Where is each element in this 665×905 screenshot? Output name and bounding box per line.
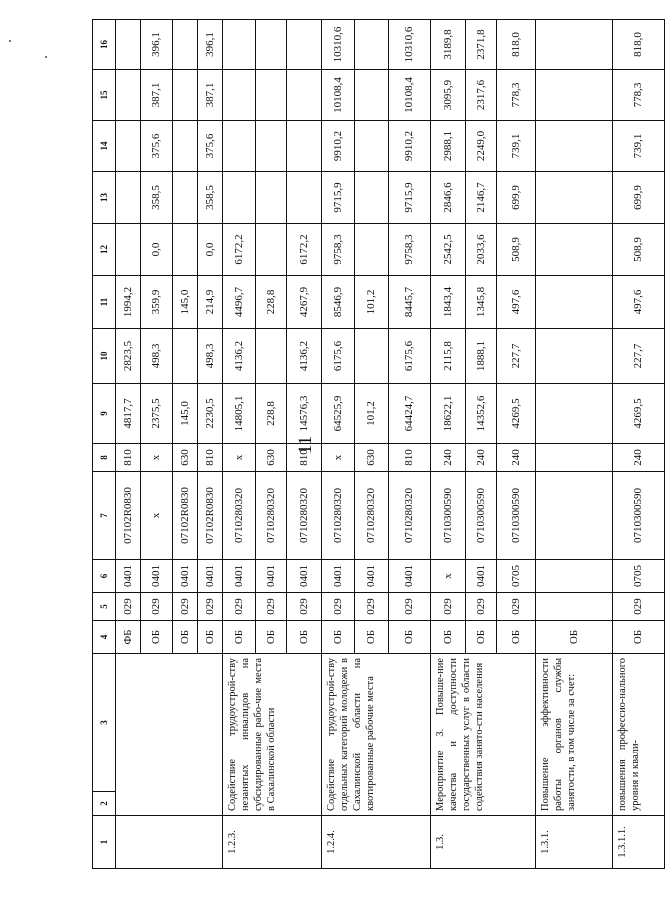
amount-y6 xyxy=(223,70,256,121)
total-amount: 18622,1 xyxy=(431,384,466,444)
section-code: 0401 xyxy=(466,560,497,593)
column-number: 7 xyxy=(93,472,116,560)
expense-type-code: 630 xyxy=(355,444,389,472)
amount-y7: 2371,8 xyxy=(466,20,497,70)
grbs-code: 029 xyxy=(198,593,223,621)
amount-y7: 818,0 xyxy=(613,20,665,70)
section-code: 0401 xyxy=(287,560,322,593)
table-row xyxy=(322,20,355,869)
amount-y2: 145,0 xyxy=(173,276,198,329)
amount-y2: 4496,7 xyxy=(223,276,256,329)
amount-y4: 9715,9 xyxy=(389,172,431,224)
grbs-code: 029 xyxy=(466,593,497,621)
column-number-row xyxy=(93,20,116,869)
amount-y5 xyxy=(173,121,198,172)
grbs-code: 029 xyxy=(389,593,431,621)
section-code: 0401 xyxy=(141,560,173,593)
amount-y1 xyxy=(355,329,389,384)
budget-source: ОБ xyxy=(466,621,497,654)
amount-y6 xyxy=(116,70,141,121)
amount-y7: 396,1 xyxy=(141,20,173,70)
amount-y3: 508,9 xyxy=(613,224,665,276)
budget-source: ОБ xyxy=(497,621,536,654)
grbs-code: 029 xyxy=(287,593,322,621)
amount-y4: 699,9 xyxy=(497,172,536,224)
amount-y6 xyxy=(287,70,322,121)
amount-y7 xyxy=(355,20,389,70)
amount-y4: 2846,6 xyxy=(431,172,466,224)
column-number: 4 xyxy=(93,621,116,654)
amount-y1: 498,3 xyxy=(141,329,173,384)
grbs-code: 029 xyxy=(431,593,466,621)
amount-y5: 2988,1 xyxy=(431,121,466,172)
grbs-code: 029 xyxy=(322,593,355,621)
target-article-code: 0710300590 xyxy=(613,472,665,560)
item-description: Повышение эффективности работы органов службы занятости, в том числе за счет: xyxy=(536,654,613,816)
item-number: 1.2.3. xyxy=(223,816,322,869)
section-code: 0401 xyxy=(223,560,256,593)
amount-y1 xyxy=(536,329,613,384)
amount-y3: 2033,6 xyxy=(466,224,497,276)
item-description: Содействие трудоустрой-ству отдельных категорий молодежи в Сахалинской области на квотированные рабочие места xyxy=(322,654,431,816)
grbs-code: 029 xyxy=(116,593,141,621)
grbs-code xyxy=(536,593,613,621)
total-amount: 101,2 xyxy=(355,384,389,444)
amount-y3 xyxy=(173,224,198,276)
section-code: 0401 xyxy=(256,560,287,593)
table-row xyxy=(613,20,665,869)
amount-y2: 8546,9 xyxy=(322,276,355,329)
amount-y5: 375,6 xyxy=(141,121,173,172)
amount-y6 xyxy=(173,70,198,121)
target-article-code: 0710280320 xyxy=(389,472,431,560)
total-amount: 14805,1 xyxy=(223,384,256,444)
amount-y4: 2146,7 xyxy=(466,172,497,224)
budget-source: ОБ xyxy=(613,621,665,654)
target-article-code: 0710280320 xyxy=(223,472,256,560)
amount-y4 xyxy=(173,172,198,224)
expense-type-code: 240 xyxy=(613,444,665,472)
expense-type-code: x xyxy=(322,444,355,472)
target-article-code: 0710300590 xyxy=(497,472,536,560)
grbs-code: 029 xyxy=(256,593,287,621)
grbs-code: 029 xyxy=(355,593,389,621)
amount-y2: 497,6 xyxy=(497,276,536,329)
amount-y6: 778,3 xyxy=(613,70,665,121)
amount-y5: 375,6 xyxy=(198,121,223,172)
table-row xyxy=(431,20,466,869)
target-article-code: x xyxy=(141,472,173,560)
section-code: 0401 xyxy=(322,560,355,593)
expense-type-code: x xyxy=(223,444,256,472)
amount-y5 xyxy=(223,121,256,172)
amount-y7: 10310,6 xyxy=(322,20,355,70)
target-article-code: 07102R0830 xyxy=(173,472,198,560)
amount-y2 xyxy=(536,276,613,329)
amount-y7 xyxy=(256,20,287,70)
amount-y4 xyxy=(116,172,141,224)
section-code: x xyxy=(431,560,466,593)
expense-type-code: 240 xyxy=(497,444,536,472)
grbs-code: 029 xyxy=(141,593,173,621)
section-code: 0401 xyxy=(389,560,431,593)
item-number: 1.3.1. xyxy=(536,816,613,869)
section-code: 0401 xyxy=(173,560,198,593)
amount-y7: 10310,6 xyxy=(389,20,431,70)
amount-y6 xyxy=(256,70,287,121)
amount-y7 xyxy=(116,20,141,70)
amount-y2: 101,2 xyxy=(355,276,389,329)
amount-y1: 227,7 xyxy=(497,329,536,384)
table-body xyxy=(93,20,665,869)
amount-y7: 3189,8 xyxy=(431,20,466,70)
amount-y1: 4136,2 xyxy=(223,329,256,384)
expense-type-code: 810 xyxy=(287,444,322,472)
amount-y1: 1888,1 xyxy=(466,329,497,384)
amount-y7 xyxy=(173,20,198,70)
amount-y5: 9910,2 xyxy=(389,121,431,172)
amount-y5: 739,1 xyxy=(497,121,536,172)
amount-y3: 2542,5 xyxy=(431,224,466,276)
budget-source: ОБ xyxy=(223,621,256,654)
amount-y7 xyxy=(223,20,256,70)
expense-type-code: 240 xyxy=(431,444,466,472)
budget-source: ОБ xyxy=(536,621,613,654)
target-article-code: 0710280320 xyxy=(287,472,322,560)
item-number: 1.3.1.1. xyxy=(613,816,665,869)
amount-y6: 2317,6 xyxy=(466,70,497,121)
amount-y3: 6172,2 xyxy=(287,224,322,276)
column-number: 12 xyxy=(93,224,116,276)
column-number: 10 xyxy=(93,329,116,384)
amount-y6: 3095,9 xyxy=(431,70,466,121)
amount-y7 xyxy=(536,20,613,70)
budget-source: ОБ xyxy=(287,621,322,654)
rotated-table-container xyxy=(92,20,645,869)
column-number: 14 xyxy=(93,121,116,172)
column-number: 13 xyxy=(93,172,116,224)
target-article-code: 07102R0830 xyxy=(116,472,141,560)
total-amount xyxy=(536,384,613,444)
amount-y5: 9910,2 xyxy=(322,121,355,172)
amount-y7 xyxy=(287,20,322,70)
expense-type-code: x xyxy=(141,444,173,472)
target-article-code xyxy=(536,472,613,560)
expense-type-code: 810 xyxy=(116,444,141,472)
amount-y1: 6175,6 xyxy=(322,329,355,384)
total-amount: 2375,5 xyxy=(141,384,173,444)
amount-y6 xyxy=(355,70,389,121)
grbs-code: 029 xyxy=(173,593,198,621)
amount-y3: 0,0 xyxy=(141,224,173,276)
column-number: 3 xyxy=(93,654,116,792)
budget-table xyxy=(92,19,665,869)
amount-y5 xyxy=(536,121,613,172)
amount-y7: 396,1 xyxy=(198,20,223,70)
amount-y4 xyxy=(355,172,389,224)
budget-source: ОБ xyxy=(431,621,466,654)
scan-speck xyxy=(45,56,47,58)
amount-y1: 6175,6 xyxy=(389,329,431,384)
target-article-code: 0710280320 xyxy=(322,472,355,560)
column-number: 8 xyxy=(93,444,116,472)
scan-speck xyxy=(9,40,11,42)
amount-y1: 2115,8 xyxy=(431,329,466,384)
total-amount: 4269,5 xyxy=(613,384,665,444)
total-amount: 14576,3 xyxy=(287,384,322,444)
amount-y4: 9715,9 xyxy=(322,172,355,224)
item-number: 1.3. xyxy=(431,816,536,869)
amount-y5 xyxy=(116,121,141,172)
page-number: 11 xyxy=(295,435,316,455)
amount-y3: 508,9 xyxy=(497,224,536,276)
amount-y1: 2823,5 xyxy=(116,329,141,384)
target-article-code: 0710280320 xyxy=(355,472,389,560)
amount-y2: 214,9 xyxy=(198,276,223,329)
column-number: 5 xyxy=(93,593,116,621)
total-amount: 4269,5 xyxy=(497,384,536,444)
amount-y3: 9758,3 xyxy=(322,224,355,276)
amount-y3 xyxy=(536,224,613,276)
section-code: 0401 xyxy=(198,560,223,593)
budget-source: ОБ xyxy=(389,621,431,654)
table-row xyxy=(223,20,256,869)
amount-y7: 818,0 xyxy=(497,20,536,70)
amount-y4 xyxy=(287,172,322,224)
amount-y6: 10108,4 xyxy=(389,70,431,121)
total-amount: 64424,7 xyxy=(389,384,431,444)
target-article-code: 07102R0830 xyxy=(198,472,223,560)
column-number: 9 xyxy=(93,384,116,444)
table-row xyxy=(116,20,141,869)
table-row xyxy=(536,20,613,869)
total-amount: 64525,9 xyxy=(322,384,355,444)
column-number: 1 xyxy=(93,816,116,869)
total-amount: 145,0 xyxy=(173,384,198,444)
amount-y5 xyxy=(256,121,287,172)
total-amount: 228,8 xyxy=(256,384,287,444)
column-number: 11 xyxy=(93,276,116,329)
expense-type-code: 630 xyxy=(173,444,198,472)
amount-y6: 778,3 xyxy=(497,70,536,121)
amount-y5 xyxy=(287,121,322,172)
total-amount: 2230,5 xyxy=(198,384,223,444)
amount-y6: 387,1 xyxy=(141,70,173,121)
item-description xyxy=(116,654,223,816)
budget-source: ОБ xyxy=(256,621,287,654)
column-number: 15 xyxy=(93,70,116,121)
amount-y3: 9758,3 xyxy=(389,224,431,276)
amount-y1 xyxy=(173,329,198,384)
item-description: повышения профессио-нального уровня и квали- xyxy=(613,654,665,816)
budget-source: ОБ xyxy=(141,621,173,654)
amount-y4 xyxy=(536,172,613,224)
amount-y2: 1345,8 xyxy=(466,276,497,329)
amount-y2: 1994,2 xyxy=(116,276,141,329)
section-code: 0705 xyxy=(497,560,536,593)
amount-y4: 699,9 xyxy=(613,172,665,224)
budget-source: ОБ xyxy=(198,621,223,654)
amount-y2: 497,6 xyxy=(613,276,665,329)
total-amount: 14352,6 xyxy=(466,384,497,444)
amount-y2: 8445,7 xyxy=(389,276,431,329)
amount-y1: 498,3 xyxy=(198,329,223,384)
amount-y6 xyxy=(536,70,613,121)
amount-y2: 1843,4 xyxy=(431,276,466,329)
amount-y4 xyxy=(223,172,256,224)
target-article-code: 0710300590 xyxy=(466,472,497,560)
section-code: 0401 xyxy=(116,560,141,593)
amount-y6: 387,1 xyxy=(198,70,223,121)
grbs-code: 029 xyxy=(497,593,536,621)
amount-y3 xyxy=(116,224,141,276)
item-number: 1.2.4. xyxy=(322,816,431,869)
expense-type-code: 810 xyxy=(389,444,431,472)
amount-y4 xyxy=(256,172,287,224)
amount-y4: 358,5 xyxy=(198,172,223,224)
amount-y5 xyxy=(355,121,389,172)
budget-source: ОБ xyxy=(173,621,198,654)
section-code xyxy=(536,560,613,593)
target-article-code: 0710280320 xyxy=(256,472,287,560)
column-number: 16 xyxy=(93,20,116,70)
target-article-code: 0710300590 xyxy=(431,472,466,560)
amount-y3: 0,0 xyxy=(198,224,223,276)
amount-y5: 739,1 xyxy=(613,121,665,172)
section-code: 0705 xyxy=(613,560,665,593)
expense-type-code: 810 xyxy=(198,444,223,472)
expense-type-code: 240 xyxy=(466,444,497,472)
amount-y5: 2249,0 xyxy=(466,121,497,172)
item-description: Содействие трудоустрой-ству незанятых инвалидов на субсидированные рабо-чие места в Сахалинской области xyxy=(223,654,322,816)
amount-y6: 10108,4 xyxy=(322,70,355,121)
item-description: Мероприятие 3. Повыше-ние качества и доступности государственных услуг в области содействия занято-сти населения xyxy=(431,654,536,816)
amount-y2: 4267,9 xyxy=(287,276,322,329)
amount-y4: 358,5 xyxy=(141,172,173,224)
column-number: 6 xyxy=(93,560,116,593)
budget-source: ОБ xyxy=(322,621,355,654)
amount-y3 xyxy=(355,224,389,276)
budget-source: ОБ xyxy=(355,621,389,654)
amount-y3 xyxy=(256,224,287,276)
amount-y2: 228,8 xyxy=(256,276,287,329)
grbs-code: 029 xyxy=(613,593,665,621)
expense-type-code: 630 xyxy=(256,444,287,472)
expense-type-code xyxy=(536,444,613,472)
amount-y1: 4136,2 xyxy=(287,329,322,384)
budget-source: ФБ xyxy=(116,621,141,654)
column-number: 2 xyxy=(93,792,116,816)
amount-y3: 6172,2 xyxy=(223,224,256,276)
item-number xyxy=(116,816,223,869)
amount-y1: 227,7 xyxy=(613,329,665,384)
amount-y2: 359,9 xyxy=(141,276,173,329)
grbs-code: 029 xyxy=(223,593,256,621)
section-code: 0401 xyxy=(355,560,389,593)
amount-y1 xyxy=(256,329,287,384)
total-amount: 4817,7 xyxy=(116,384,141,444)
